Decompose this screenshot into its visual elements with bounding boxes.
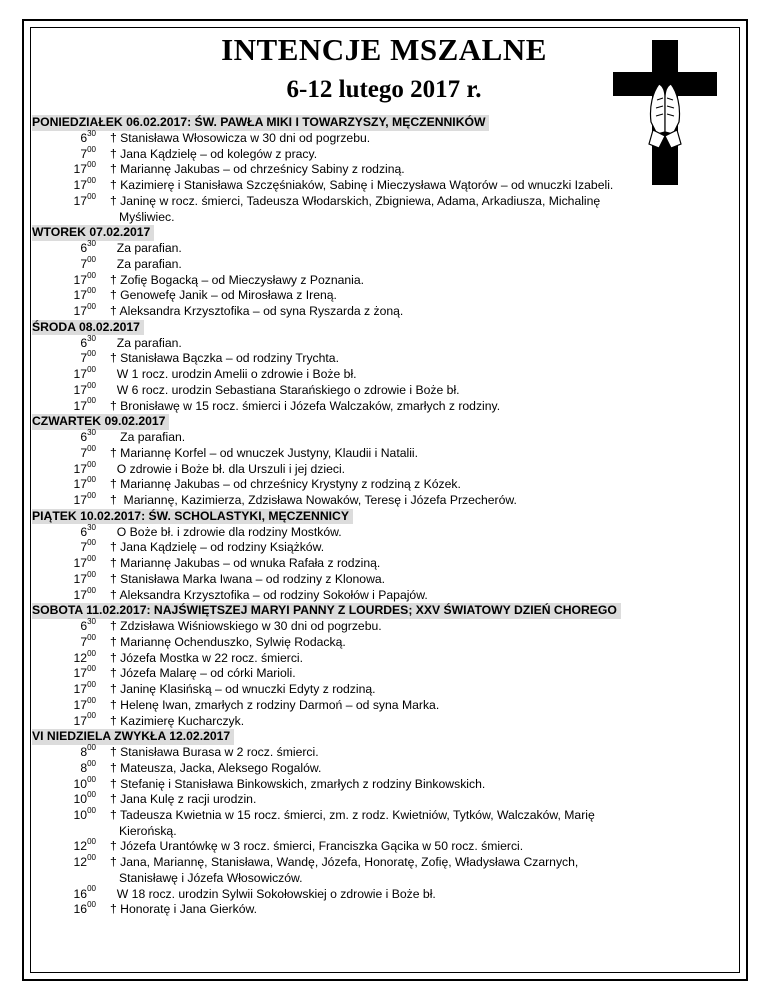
intention-line: † Józefa Mostka w 22 rocz. śmierci.: [110, 650, 304, 665]
intention-row: [32, 396, 732, 415]
mass-hour: 7: [80, 540, 88, 555]
intention-line: † Aleksandra Krzysztofika – od syna Ryszarda z żoną.: [110, 304, 404, 319]
intention-row: [32, 758, 732, 777]
intention-row: [32, 902, 732, 918]
intention-text: [110, 761, 732, 777]
day-heading-row: [32, 603, 732, 619]
intention-text: [110, 288, 732, 304]
intention-text: [110, 525, 732, 541]
mass-minutes: 00: [87, 648, 96, 658]
mass-time: [32, 792, 110, 808]
mass-time: [32, 301, 110, 320]
intention-row: [32, 695, 732, 714]
intention-text: [110, 162, 732, 178]
mass-time: [32, 351, 110, 367]
mass-minutes: 00: [87, 254, 96, 264]
page-title: INTENCJE MSZALNE: [221, 32, 547, 67]
mass-time: [32, 585, 110, 604]
mass-hour: 17: [73, 477, 88, 492]
intention-row: [32, 745, 732, 761]
intention-line: † Jana Kądzielę – od kolegów z pracy.: [110, 146, 318, 161]
mass-time: [32, 556, 110, 572]
intention-row: [32, 443, 732, 462]
mass-minutes: 00: [87, 664, 96, 674]
intention-text: [110, 131, 732, 147]
mass-time: [32, 191, 110, 225]
mass-hour: 6: [80, 430, 88, 445]
mass-minutes: 00: [87, 805, 96, 815]
mass-time: [32, 884, 110, 903]
intention-row: [32, 774, 732, 793]
intention-text: [110, 572, 732, 588]
intention-line: Za parafian.: [110, 256, 182, 271]
intention-row: [32, 493, 732, 509]
intention-text: [110, 745, 732, 761]
intention-text: [110, 257, 732, 273]
mass-minutes: 00: [87, 790, 96, 800]
intention-row: [32, 666, 732, 682]
mass-time: [32, 648, 110, 667]
mass-minutes: 00: [87, 396, 96, 406]
intention-line: O Boże bł. i zdrowie dla rodziny Mostków.: [110, 524, 342, 539]
intention-line: † Kazimierę i Stanisława Szczęśniaków, Sabinę i Mieczysława Wątorów – od wnuczki Izabeli.: [110, 178, 614, 193]
intention-line: † Helenę Iwan, zmarłych z rodziny Darmoń – od syna Marka.: [110, 697, 440, 712]
mass-hour: 17: [73, 367, 88, 382]
intention-text: [110, 194, 732, 225]
mass-time: [32, 493, 110, 509]
mass-hour: 17: [73, 556, 88, 571]
intention-row: [32, 805, 732, 839]
intention-line: Za parafian.: [110, 335, 182, 350]
intention-row: [32, 711, 732, 730]
day-heading: ŚRODA 08.02.2017: [32, 320, 144, 336]
mass-minutes: 30: [87, 128, 96, 138]
mass-minutes: 00: [87, 538, 96, 548]
mass-minutes: 00: [87, 349, 96, 359]
mass-minutes: 30: [87, 428, 96, 438]
mass-time: [32, 619, 110, 635]
intention-line: Za parafian.: [110, 241, 182, 256]
mass-minutes: 00: [87, 837, 96, 847]
intention-row: [32, 288, 732, 304]
intention-row: [32, 556, 732, 572]
mass-minutes: 00: [87, 884, 96, 894]
intention-line: † Zofię Bogacką – od Mieczysławy z Poznania.: [110, 272, 365, 287]
intention-line: W 6 rocz. urodzin Sebastiana Starańskiego o zdrowie i Boże bł.: [110, 382, 460, 397]
mass-time: [32, 682, 110, 698]
day-heading: CZWARTEK 09.02.2017: [32, 414, 169, 430]
intention-text: [110, 698, 732, 714]
mass-hour: 12: [73, 839, 88, 854]
mass-time: [32, 666, 110, 682]
mass-hour: 17: [73, 587, 88, 602]
day-heading: SOBOTA 11.02.2017: NAJŚWIĘTSZEJ MARYI PANNY Z LOURDES; XXV ŚWIATOWY DZIEŃ CHOREGO: [32, 603, 621, 619]
intention-row: [32, 884, 732, 903]
mass-time: [32, 745, 110, 761]
intention-row: [32, 191, 732, 225]
mass-hour: 17: [73, 178, 88, 193]
mass-hour: 6: [80, 241, 88, 256]
mass-minutes: 00: [87, 160, 96, 170]
mass-minutes: 00: [87, 569, 96, 579]
intention-line: † Honoratę i Jana Gierków.: [110, 902, 258, 917]
intention-text: [110, 902, 732, 918]
intention-line: † Bronisławę w 15 rocz. śmierci i Józefa Walczaków, zmarłych z rodziny.: [110, 398, 501, 413]
mass-time: [32, 522, 110, 541]
intention-line: † Jana, Mariannę, Stanisława, Wandę, Józefa, Honoratę, Zofię, Władysława Czarnych,: [110, 855, 579, 870]
mass-minutes: 00: [87, 270, 96, 280]
intention-row: [32, 477, 732, 493]
mass-hour: 7: [80, 256, 88, 271]
mass-time: [32, 758, 110, 777]
intention-line: † Stanisława Bączka – od rodziny Trychta.: [110, 351, 339, 366]
mass-hour: 17: [73, 398, 88, 413]
mass-minutes: 00: [87, 632, 96, 642]
intention-text: [110, 446, 732, 462]
date-range: 6-12 lutego 2017 r.: [286, 76, 482, 103]
intention-row: [32, 254, 732, 273]
mass-minutes: 00: [87, 365, 96, 375]
mass-minutes: 00: [87, 758, 96, 768]
mass-minutes: 00: [87, 176, 96, 186]
mass-minutes: 30: [87, 617, 96, 627]
mass-hour: 17: [73, 461, 88, 476]
intention-line: † Mariannę, Kazimierza, Zdzisława Nowaków, Teresę i Józefa Przecherów.: [110, 493, 517, 508]
intention-text: [110, 304, 732, 320]
intention-text: [110, 666, 732, 682]
mass-minutes: 00: [87, 695, 96, 705]
mass-time: [32, 430, 110, 446]
intention-text: [110, 839, 732, 855]
intention-row: [32, 162, 732, 178]
intention-line: † Stanisława Włosowicza w 30 dni od pogrzebu.: [110, 131, 371, 145]
intention-text: [110, 367, 732, 383]
mass-hour: 12: [73, 650, 88, 665]
mass-time: [32, 443, 110, 462]
mass-minutes: 00: [87, 680, 96, 690]
intention-line: Za parafian.: [110, 430, 186, 445]
intention-line: † Zdzisława Wiśniowskiego w 30 dni od pogrzebu.: [110, 619, 382, 634]
intention-row: [32, 682, 732, 698]
intention-row: [32, 241, 732, 257]
mass-hour: 10: [73, 808, 88, 823]
intention-line: † Genowefę Janik – od Mirosława z Ireną.: [110, 288, 337, 303]
mass-minutes: 00: [87, 459, 96, 469]
intention-text: [110, 887, 732, 903]
mass-time: [32, 380, 110, 399]
day-heading: PIĄTEK 10.02.2017: ŚW. SCHOLASTYKI, MĘCZENNICY: [32, 509, 353, 525]
intention-text: [110, 855, 732, 886]
mass-minutes: 00: [87, 144, 96, 154]
mass-time: [32, 774, 110, 793]
mass-minutes: 00: [87, 301, 96, 311]
intention-line: † Jana Kulę z racji urodzin.: [110, 792, 257, 807]
mass-hour: 17: [73, 493, 88, 508]
day-heading-row: [32, 414, 732, 430]
intention-text: [110, 241, 732, 257]
mass-hour: 17: [73, 304, 88, 319]
mass-time: [32, 711, 110, 730]
mass-hour: 6: [80, 131, 88, 145]
mass-minutes: 00: [87, 286, 96, 296]
mass-time: [32, 459, 110, 478]
intention-line: † Stanisława Burasa w 2 rocz. śmierci.: [110, 745, 319, 760]
intention-row: [32, 380, 732, 399]
intention-line: W 1 rocz. urodzin Amelii o zdrowie i Boże bł.: [110, 367, 357, 382]
mass-minutes: 00: [87, 900, 96, 910]
mass-time: [32, 367, 110, 383]
intention-line: Myśliwiec.: [119, 209, 175, 224]
intention-text: [110, 477, 732, 493]
intention-text: [110, 651, 732, 667]
intention-line: † Mariannę Jakubas – od chrześnicy Sabiny z rodziną.: [110, 162, 405, 177]
mass-minutes: 00: [87, 585, 96, 595]
intention-line: † Mariannę Ochenduszko, Sylwię Rodacką.: [110, 634, 346, 649]
intention-line: † Mariannę Jakubas – od wnuka Rafała z rodziną.: [110, 556, 381, 571]
intention-row: [32, 430, 732, 446]
mass-time: [32, 254, 110, 273]
mass-minutes: 30: [87, 239, 96, 249]
intention-text: [110, 540, 732, 556]
mass-hour: 7: [80, 146, 88, 161]
intention-text: [110, 147, 732, 163]
day-heading-row: [32, 509, 732, 525]
intention-row: [32, 632, 732, 651]
mass-hour: 6: [80, 335, 88, 350]
intention-text: [110, 714, 732, 730]
mass-time: [32, 569, 110, 588]
mass-hour: 17: [73, 272, 88, 287]
mass-time: [32, 128, 110, 147]
mass-minutes: 00: [87, 774, 96, 784]
day-heading: PONIEDZIAŁEK 06.02.2017: ŚW. PAWŁA MIKI I TOWARZYSZY, MĘCZENNIKÓW: [32, 115, 489, 131]
day-heading: VI NIEDZIELA ZWYKŁA 12.02.2017: [32, 729, 234, 745]
intention-text: [110, 336, 732, 352]
intention-text: [110, 792, 732, 808]
intention-text: [110, 635, 732, 651]
intention-text: [110, 777, 732, 793]
mass-time: [32, 839, 110, 855]
intention-row: [32, 459, 732, 478]
intention-text: [110, 399, 732, 415]
mass-minutes: 00: [87, 853, 96, 863]
intention-text: [110, 619, 732, 635]
mass-hour: 6: [80, 524, 88, 539]
intention-line: † Aleksandra Krzysztofika – od rodziny Sokołów i Papajów.: [110, 587, 428, 602]
mass-minutes: 00: [87, 491, 96, 500]
intention-text: [110, 808, 732, 839]
mass-hour: 7: [80, 445, 88, 460]
intention-row: [32, 144, 732, 163]
intention-line: Stanisławę i Józefa Włosowiczów.: [119, 870, 303, 885]
mass-time: [32, 540, 110, 556]
mass-hour: 17: [73, 571, 88, 586]
mass-minutes: 30: [87, 522, 96, 532]
mass-hour: 16: [73, 886, 88, 901]
day-heading-row: [32, 225, 732, 241]
intention-line: † Mariannę Jakubas – od chrześnicy Krystyny z rodziną z Kózek.: [110, 477, 461, 492]
mass-time: [32, 396, 110, 415]
mass-hour: 10: [73, 792, 88, 807]
mass-hour: 17: [73, 382, 88, 397]
mass-time: [32, 855, 110, 886]
intention-text: [110, 273, 732, 289]
mass-hour: 8: [80, 760, 88, 775]
intention-text: [110, 493, 732, 509]
intention-text: [110, 682, 732, 698]
intention-line: † Tadeusza Kwietnia w 15 rocz. śmierci, zm. z rodz. Kwietniów, Tytków, Walczaków, Marię: [110, 808, 595, 823]
mass-time: [32, 477, 110, 493]
mass-minutes: 00: [87, 191, 96, 201]
intention-text: [110, 351, 732, 367]
mass-hour: 17: [73, 162, 88, 177]
mass-hour: 7: [80, 351, 88, 366]
mass-hour: 17: [73, 682, 88, 697]
day-heading-row: [32, 115, 732, 131]
day-heading-row: [32, 320, 732, 336]
intention-row: [32, 367, 732, 383]
intention-line: † Stanisława Marka Iwana – od rodziny z Klonowa.: [110, 571, 386, 586]
intention-row: [32, 855, 732, 886]
intention-line: Kierońską.: [119, 823, 177, 838]
mass-hour: 7: [80, 634, 88, 649]
intention-line: † Janinę w rocz. śmierci, Tadeusza Włodarskich, Zbigniewa, Adama, Arkadiusza, Michalinę: [110, 193, 601, 208]
mass-time: [32, 144, 110, 163]
mass-hour: 17: [73, 697, 88, 712]
intention-line: † Kazimierę Kucharczyk.: [110, 713, 245, 728]
intention-row: [32, 619, 732, 635]
intention-text: [110, 178, 732, 194]
mass-time: [32, 805, 110, 839]
intention-line: W 18 rocz. urodzin Sylwii Sokołowskiej o zdrowie i Boże bł.: [110, 886, 436, 901]
intention-text: [110, 430, 732, 446]
intention-row: [32, 333, 732, 352]
intention-row: [32, 522, 732, 541]
mass-time: [32, 288, 110, 304]
intention-row: [32, 839, 732, 855]
intention-row: [32, 792, 732, 808]
mass-hour: 10: [73, 776, 88, 791]
mass-minutes: 00: [87, 711, 96, 721]
intention-line: † Józefa Malarę – od córki Marioli.: [110, 666, 296, 681]
mass-hour: 12: [73, 855, 88, 870]
mass-hour: 16: [73, 902, 88, 917]
mass-time: [32, 241, 110, 257]
intention-row: [32, 178, 732, 194]
mass-time: [32, 333, 110, 352]
mass-minutes: 00: [87, 380, 96, 390]
mass-time: [32, 902, 110, 918]
intention-text: [110, 588, 732, 604]
intention-line: O zdrowie i Boże bł. dla Urszuli i jej dzieci.: [110, 461, 346, 476]
intention-text: [110, 556, 732, 572]
mass-hour: 8: [80, 745, 88, 760]
mass-hour: 17: [73, 713, 88, 728]
intention-line: † Mateusza, Jacka, Aleksego Rogalów.: [110, 760, 322, 775]
mass-hour: 17: [73, 193, 88, 208]
intentions-list: [32, 115, 732, 918]
mass-time: [32, 162, 110, 178]
mass-time: [32, 632, 110, 651]
mass-time: [32, 270, 110, 289]
intention-row: [32, 648, 732, 667]
mass-time: [32, 695, 110, 714]
intention-row: [32, 128, 732, 147]
day-heading-row: [32, 729, 732, 745]
mass-minutes: 30: [87, 333, 96, 343]
intention-line: † Stefanię i Stanisława Binkowskich, zmarłych z rodziny Binkowskich.: [110, 776, 486, 791]
day-heading: WTOREK 07.02.2017: [32, 225, 154, 241]
mass-minutes: 00: [87, 475, 96, 485]
intention-row: [32, 540, 732, 556]
intention-row: [32, 569, 732, 588]
intention-line: † Józefa Urantówkę w 3 rocz. śmierci, Franciszka Gącika w 50 rocz. śmierci.: [110, 839, 524, 854]
intention-row: [32, 351, 732, 367]
intention-line: † Janinę Klasińską – od wnuczki Edyty z rodziną.: [110, 682, 376, 697]
mass-time: [32, 178, 110, 194]
intention-row: [32, 270, 732, 289]
intention-row: [32, 585, 732, 604]
mass-minutes: 00: [87, 743, 96, 753]
intention-text: [110, 462, 732, 478]
mass-minutes: 00: [87, 554, 96, 564]
intention-line: † Mariannę Korfel – od wnuczek Justyny, Klaudii i Natalii.: [110, 445, 418, 460]
mass-hour: 17: [73, 288, 88, 303]
mass-hour: 6: [80, 619, 88, 634]
mass-hour: 17: [73, 666, 88, 681]
mass-minutes: 00: [87, 443, 96, 453]
intention-row: [32, 301, 732, 320]
intention-text: [110, 383, 732, 399]
intention-line: † Jana Kądzielę – od rodziny Książków.: [110, 540, 325, 555]
